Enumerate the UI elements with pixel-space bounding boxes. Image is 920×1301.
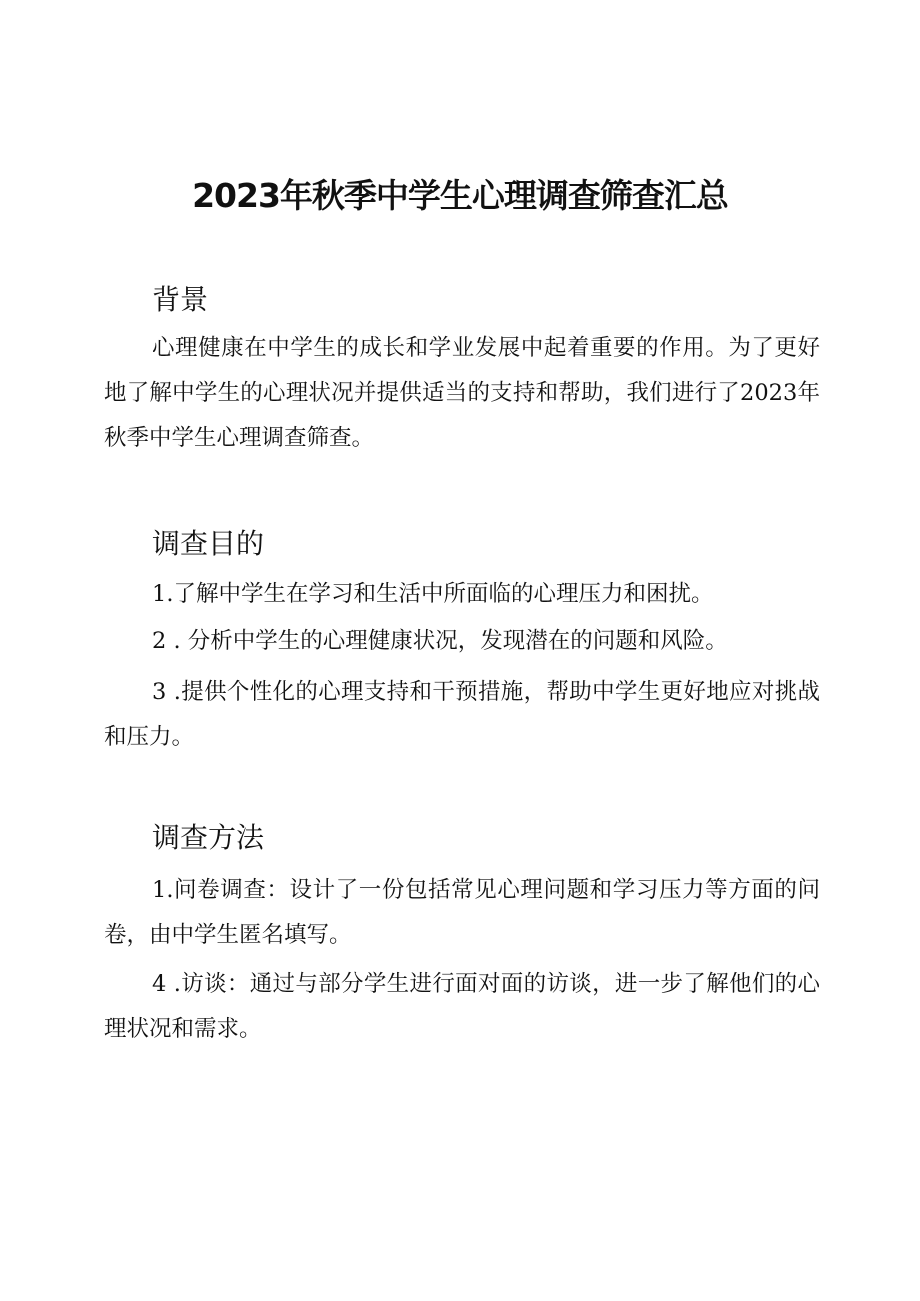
method-item-2: 4 .访谈：通过与部分学生进行面对面的访谈，进一步了解他们的心理状况和需求。 <box>104 971 820 1042</box>
background-paragraph: 心理健康在中学生的成长和学业发展中起着重要的作用。为了更好地了解中学生的心理状况并提供适当的支持和帮助，我们进行了2023年秋季中学生心理调查筛查。 <box>104 335 820 451</box>
document-title: 2023年秋季中学生心理调查筛查汇总 <box>192 176 728 215</box>
section-heading-purpose: 调查目的 <box>152 527 265 560</box>
purpose-item-1: 1.了解中学生在学习和生活中所面临的心理压力和困扰。 <box>152 581 714 607</box>
purpose-item-2: 2 . 分析中学生的心理健康状况，发现潜在的问题和风险。 <box>152 628 728 654</box>
purpose-item-3: 3 .提供个性化的心理支持和干预措施，帮助中学生更好地应对挑战和压力。 <box>104 679 820 750</box>
method-item-1: 1.问卷调查：设计了一份包括常见心理问题和学习压力等方面的问卷，由中学生匿名填写。 <box>104 877 820 948</box>
section-heading-method: 调查方法 <box>152 821 265 854</box>
section-heading-background: 背景 <box>152 283 209 316</box>
